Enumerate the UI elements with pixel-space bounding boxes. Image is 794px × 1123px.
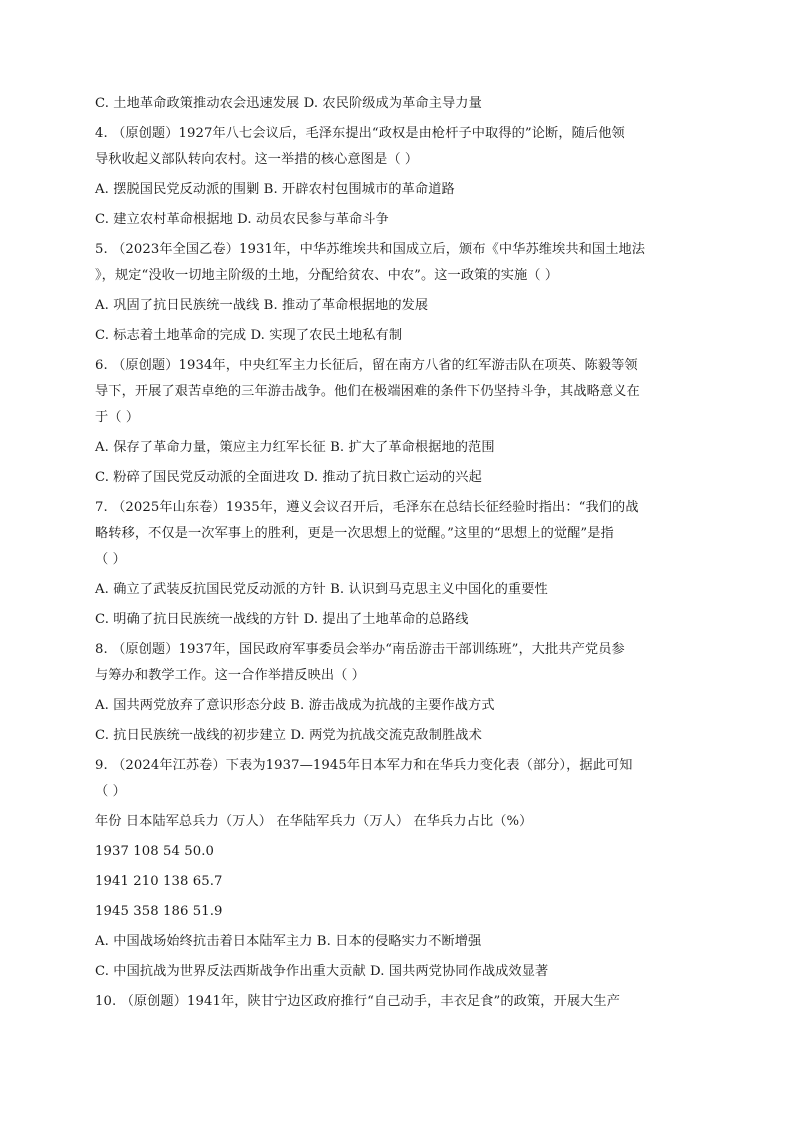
question-9-text: 9. （2024年江苏卷）下表为1937—1945年日本军力和在华兵力变化表（部分），据此可知 bbox=[95, 758, 633, 773]
answer-options-q8-ab: A. 国共两党放弃了意识形态分歧 B. 游击战成为抗战的主要作战方式 bbox=[95, 698, 495, 713]
question-8-text-cont: 与筹办和教学工作。这一合作举措反映出（ ） bbox=[95, 668, 366, 683]
answer-options-q8-cd: C. 抗日民族统一战线的初步建立 D. 两党为抗战交流克敌制胜战术 bbox=[95, 728, 482, 743]
answer-options-q7-ab: A. 确立了武装反抗国民党反动派的方针 B. 认识到马克思主义中国化的重要性 bbox=[95, 582, 548, 597]
question-4-text-cont: 导秋收起义部队转向农村。这一举措的核心意图是（ ） bbox=[95, 152, 419, 167]
answer-options-q3-cd: C. 土地革命政策推动农会迅速发展 D. 农民阶级成为革命主导力量 bbox=[95, 96, 482, 111]
question-7-text: 7. （2025年山东卷）1935年，遵义会议召开后，毛泽东在总结长征经验时指出：“我们的战 bbox=[95, 500, 639, 515]
answer-options-q9-cd: C. 中国抗战为世界反法西斯战争作出重大贡献 D. 国共两党协同作战成效显著 bbox=[95, 964, 549, 979]
question-9-text-cont: （ ） bbox=[95, 784, 126, 799]
question-5-text-cont: 》，规定“没收一切地主阶级的土地，分配给贫农、中农”。这一政策的实施（ ） bbox=[95, 268, 559, 283]
table-row-1937: 1937 108 54 50.0 bbox=[95, 844, 215, 859]
question-10-text: 10. （原创题）1941年，陕甘宁边区政府推行“自己动手，丰衣足食”的政策，开展大生产 bbox=[95, 994, 620, 1009]
question-8-text: 8. （原创题）1937年，国民政府军事委员会举办“南岳游击干部训练班”，大批共产党员参 bbox=[95, 642, 625, 657]
table-row-1945: 1945 358 186 51.9 bbox=[95, 904, 223, 919]
table-row-1941: 1941 210 138 65.7 bbox=[95, 874, 223, 889]
table-header-row: 年份 日本陆军总兵力（万人） 在华陆军兵力（万人） 在华兵力占比（%） bbox=[95, 814, 533, 829]
question-4-text: 4. （原创题）1927年八七会议后，毛泽东提出“政权是由枪杆子中取得的”论断，随后他领 bbox=[95, 126, 625, 141]
question-6-text: 6. （原创题）1934年，中央红军主力长征后，留在南方八省的红军游击队在项英、陈毅等领 bbox=[95, 358, 638, 373]
question-5-text: 5. （2023年全国乙卷）1931年，中华苏维埃共和国成立后，颁布《中华苏维埃共和国土地法 bbox=[95, 242, 646, 257]
question-6-text-end: 于（ ） bbox=[95, 410, 140, 425]
question-7-text-end: （ ） bbox=[95, 552, 126, 567]
answer-options-q5-ab: A. 巩固了抗日民族统一战线 B. 推动了革命根据地的发展 bbox=[95, 298, 429, 313]
question-6-text-cont: 导下，开展了艰苦卓绝的三年游击战争。他们在极端困难的条件下仍坚持斗争，其战略意义在 bbox=[95, 384, 640, 399]
answer-options-q7-cd: C. 明确了抗日民族统一战线的方针 D. 提出了土地革命的总路线 bbox=[95, 612, 469, 627]
answer-options-q4-ab: A. 摆脱国民党反动派的围剿 B. 开辟农村包围城市的革命道路 bbox=[95, 182, 455, 197]
answer-options-q4-cd: C. 建立农村革命根据地 D. 动员农民参与革命斗争 bbox=[95, 212, 389, 227]
answer-options-q6-ab: A. 保存了革命力量，策应主力红军长征 B. 扩大了革命根据地的范围 bbox=[95, 440, 495, 455]
answer-options-q9-ab: A. 中国战场始终抗击着日本陆军主力 B. 日本的侵略实力不断增强 bbox=[95, 934, 482, 949]
answer-options-q5-cd: C. 标志着土地革命的完成 D. 实现了农民土地私有制 bbox=[95, 328, 403, 343]
question-7-text-cont: 略转移，不仅是一次军事上的胜利，更是一次思想上的觉醒。”这里的“思想上的觉醒”是指 bbox=[95, 526, 614, 541]
answer-options-q6-cd: C. 粉碎了国民党反动派的全面进攻 D. 推动了抗日救亡运动的兴起 bbox=[95, 470, 482, 485]
